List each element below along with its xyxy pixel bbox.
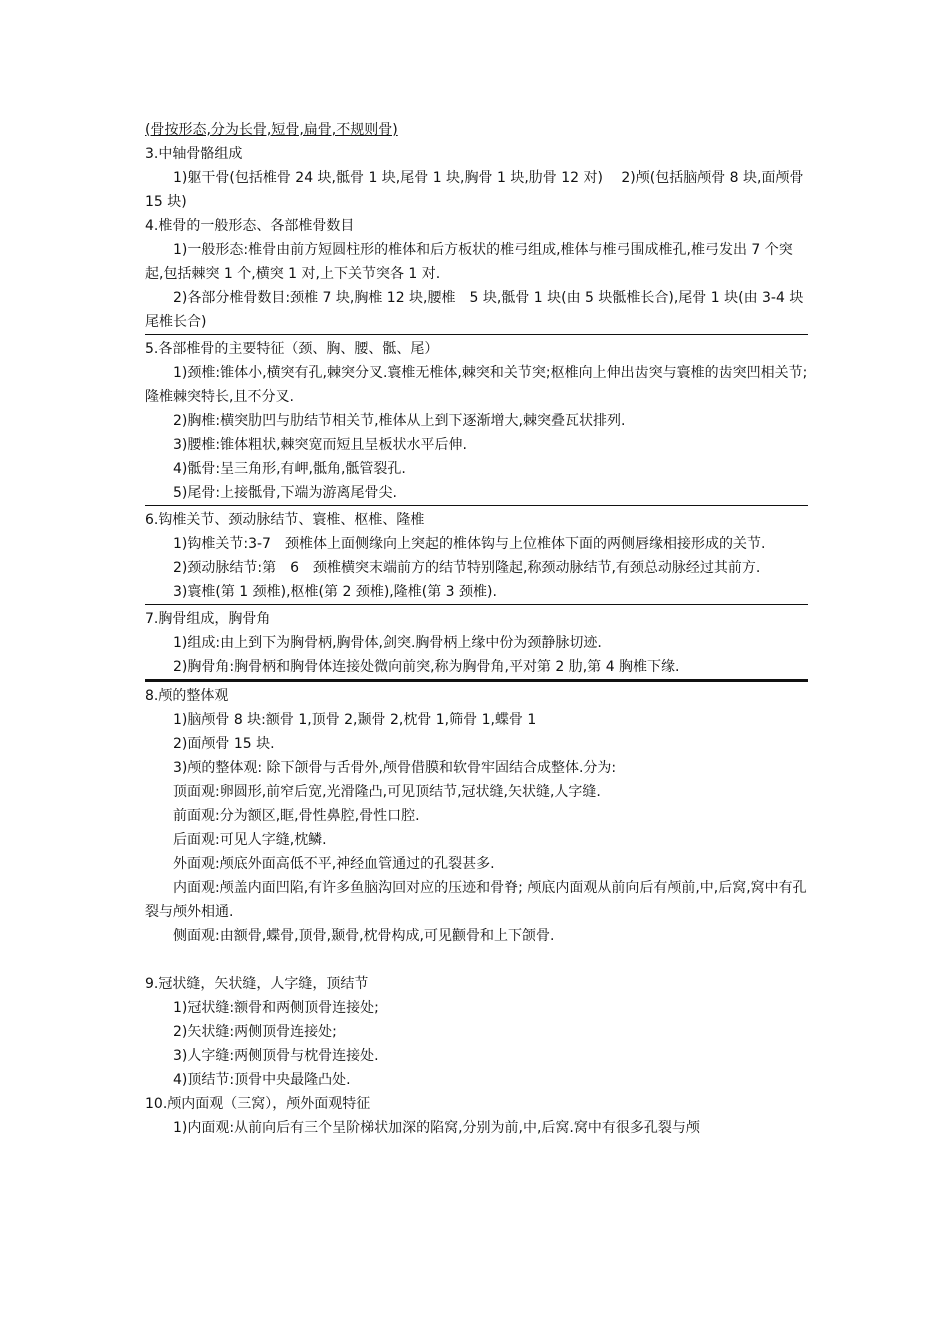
- section-6-para-2: 2)颈动脉结节:第 6 颈椎横突末端前方的结节特别隆起,称颈动脉结节,有颈总动脉经过其前方.: [173, 560, 761, 576]
- section-7-para-1: 1)组成:由上到下为胸骨柄,胸骨体,剑突.胸骨柄上缘中份为颈静脉切迹.: [173, 635, 602, 651]
- section-5-para-2: 2)胸椎:横突肋凹与肋结节相关节,椎体从上到下逐渐增大,棘突叠瓦状排列.: [173, 413, 626, 429]
- section-4-para-2: 2)各部分椎骨数目:颈椎 7 块,胸椎 12 块,腰椎 5 块,骶骨 1 块(由 5 块骶椎长合),尾骨 1 块(由 3-4 块尾椎长合): [145, 290, 804, 330]
- section-9-para-1: 1)冠状缝:额骨和两侧顶骨连接处;: [173, 1000, 379, 1016]
- section-10-title: 10.颅内面观（三窝），颅外面观特征: [145, 1096, 371, 1112]
- section-8-para-3: 3)颅的整体观: 除下颌骨与舌骨外,颅骨借膜和软骨牢固结合成整体.分为:: [173, 760, 617, 776]
- document-body: [145, 118, 808, 1140]
- section-5-para-1: 1)颈椎:锥体小,横突有孔,棘突分叉.寰椎无椎体,棘突和关节突;枢椎向上伸出齿突与寰椎的齿突凹相关节;隆椎棘突特长,且不分叉.: [145, 365, 808, 405]
- divider-section-7: [145, 604, 808, 631]
- section-9-para-3: 3)人字缝:两侧顶骨与枕骨连接处.: [173, 1048, 379, 1064]
- section-8-title: 8.颅的整体观: [145, 688, 229, 704]
- section-8-para-4: 顶面观:卵圆形,前窄后宽,光滑隆凸,可见顶结节,冠状缝,矢状缝,人字缝.: [173, 784, 601, 800]
- divider-section-6: [145, 505, 808, 532]
- section-9-para-4: 4)顶结节:顶骨中央最隆凸处.: [173, 1072, 351, 1088]
- section-5-para-3: 3)腰椎:锥体粗状,棘突宽而短且呈板状水平后伸.: [173, 437, 467, 453]
- section-7-para-2: 2)胸骨角:胸骨柄和胸骨体连接处微向前突,称为胸骨角,平对第 2 肋,第 4 胸椎下缘.: [173, 659, 680, 675]
- section-8-para-2: 2)面颅骨 15 块.: [173, 736, 275, 752]
- section-3-para-1: 1)躯干骨(包括椎骨 24 块,骶骨 1 块,尾骨 1 块,胸骨 1 块,肋骨 12 对) 2)颅(包括脑颅骨 8 块,面颅骨 15 块): [145, 170, 804, 210]
- section-7-title: 7.胸骨组成，胸骨角: [145, 611, 271, 627]
- blank-line: [145, 948, 808, 972]
- section-8-para-5: 前面观:分为额区,眶,骨性鼻腔,骨性口腔.: [173, 808, 420, 824]
- section-5-title: 5.各部椎骨的主要特征（颈、胸、腰、骶、尾）: [145, 341, 439, 357]
- section-9-para-2: 2)矢状缝:两侧顶骨连接处;: [173, 1024, 337, 1040]
- divider-section-5: [145, 334, 808, 361]
- section-8-para-1: 1)脑颅骨 8 块:额骨 1,顶骨 2,颞骨 2,枕骨 1,筛骨 1,蝶骨 1: [173, 712, 537, 728]
- section-8-para-9: 侧面观:由额骨,蝶骨,顶骨,颞骨,枕骨构成,可见颧骨和上下颌骨.: [173, 928, 555, 944]
- section-6-title: 6.钩椎关节、颈动脉结节、寰椎、枢椎、隆椎: [145, 512, 425, 528]
- divider-section-8: [145, 679, 808, 708]
- lead-note: (骨按形态,分为长骨,短骨,扁骨,不规则骨): [145, 122, 398, 138]
- section-6-para-3: 3)寰椎(第 1 颈椎),枢椎(第 2 颈椎),隆椎(第 3 颈椎).: [173, 584, 497, 600]
- section-6-para-1: 1)钩椎关节:3-7 颈椎体上面侧缘向上突起的椎体钩与上位椎体下面的两侧唇缘相接形成的关节.: [173, 536, 766, 552]
- section-9-title: 9.冠状缝，矢状缝，人字缝，顶结节: [145, 976, 369, 992]
- section-4-title: 4.椎骨的一般形态、各部椎骨数目: [145, 218, 355, 234]
- section-5-para-4: 4)骶骨:呈三角形,有岬,骶角,骶管裂孔.: [173, 461, 406, 477]
- section-10-para-1: 1)内面观:从前向后有三个呈阶梯状加深的陷窝,分别为前,中,后窝.窝中有很多孔裂与颅: [173, 1120, 700, 1136]
- section-4-para-1: 1)一般形态:椎骨由前方短圆柱形的椎体和后方板状的椎弓组成,椎体与椎弓围成椎孔,椎弓发出 7 个突起,包括棘突 1 个,横突 1 对,上下关节突各 1 对.: [145, 242, 793, 282]
- section-3-title: 3.中轴骨骼组成: [145, 146, 243, 162]
- section-5-para-5: 5)尾骨:上接骶骨,下端为游离尾骨尖.: [173, 485, 397, 501]
- section-8-para-8: 内面观:颅盖内面凹陷,有许多鱼脑沟回对应的压迹和骨脊; 颅底内面观从前向后有颅前,中,后窝,窝中有孔裂与颅外相通.: [145, 880, 807, 920]
- section-8-para-6: 后面观:可见人字缝,枕鳞.: [173, 832, 327, 848]
- section-8-para-7: 外面观:颅底外面高低不平,神经血管通过的孔裂甚多.: [173, 856, 495, 872]
